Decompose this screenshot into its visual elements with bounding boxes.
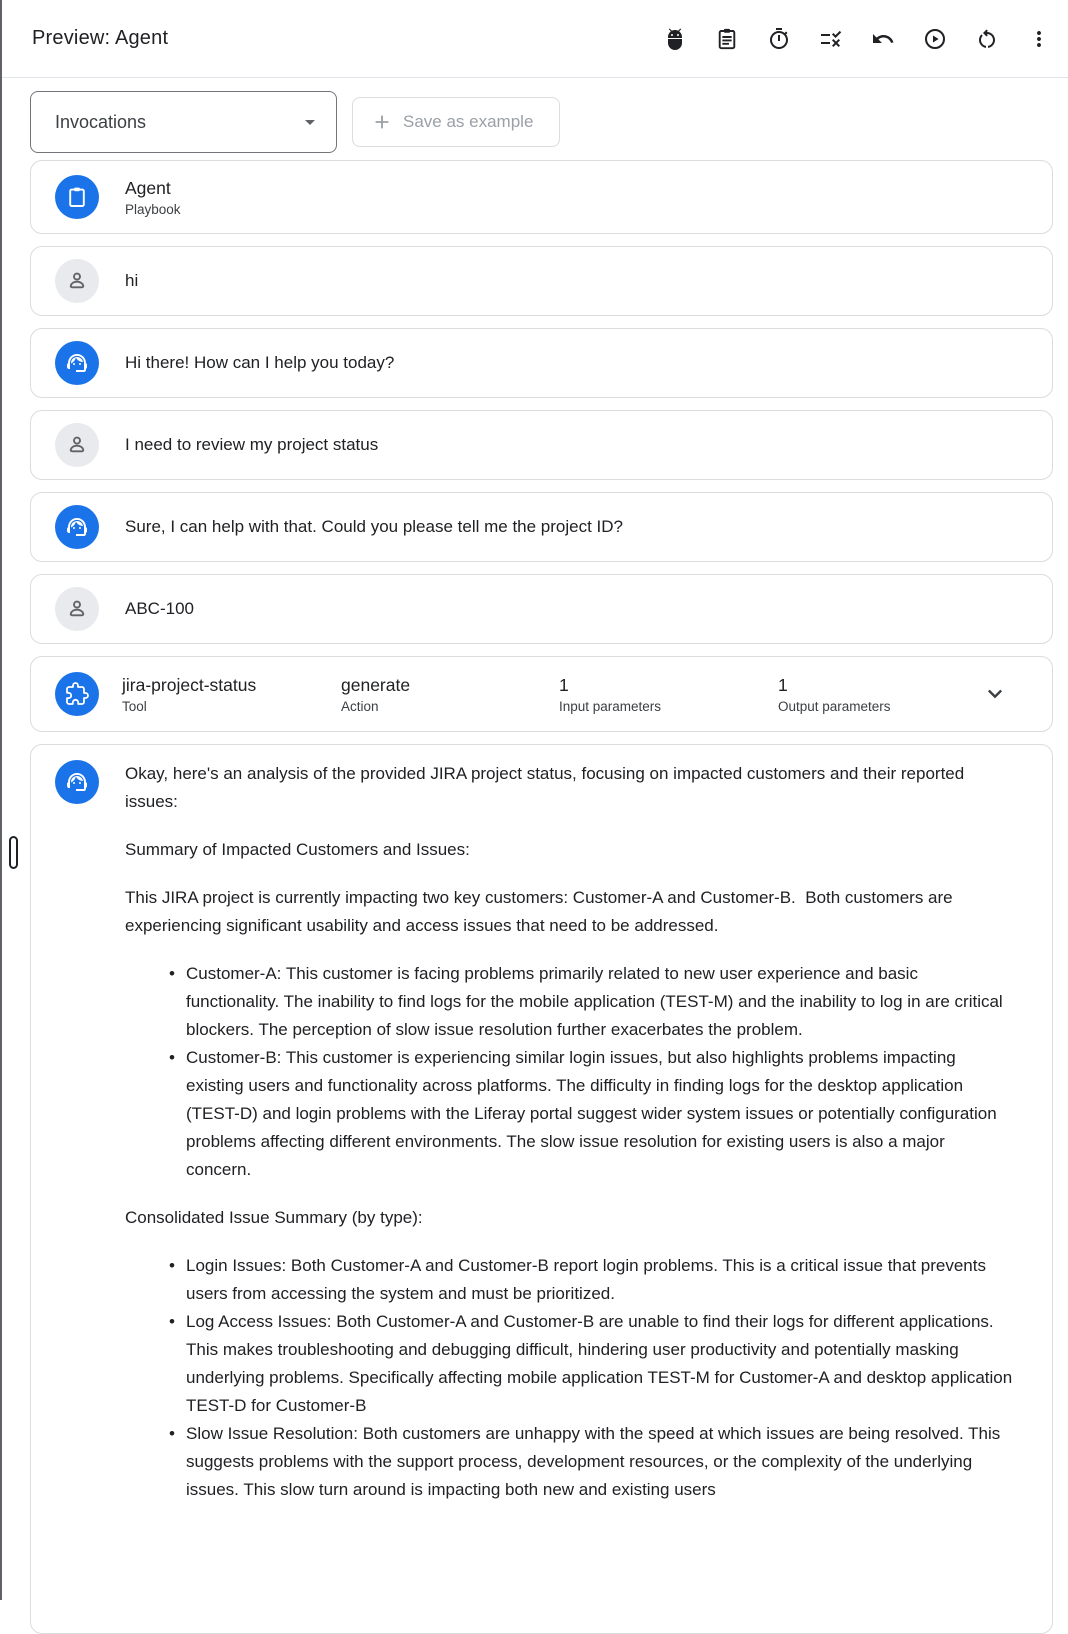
support-agent-icon xyxy=(65,351,89,375)
playbook-text xyxy=(125,178,181,217)
tool-input-column xyxy=(559,675,778,714)
tool-name: jira-project-status xyxy=(122,674,257,695)
tool-output-label: Output parameters xyxy=(778,698,891,714)
list-item: • Customer-A: This customer is facing problems primarily related to new user experience and basic functionality. The inability to find logs for the mobile application (TEST-M) and the inability to log in are critical blockers. The perception of slow issue resolution further exacerbates the problem. xyxy=(169,960,1014,1044)
android-debug-icon xyxy=(663,27,687,51)
restart-button[interactable] xyxy=(967,19,1006,58)
analysis-consolidated-heading: Consolidated Issue Summary (by type): xyxy=(125,1208,423,1227)
conversation-list xyxy=(30,160,1053,1634)
list-item: • Login Issues: Both Customer-A and Customer-B report login problems. This is a critical issue that prevents users from accessing the system and must be prioritized. xyxy=(169,1252,1014,1308)
android-debug-button[interactable] xyxy=(655,19,694,58)
agent-avatar xyxy=(55,505,99,549)
invocations-dropdown[interactable] xyxy=(30,91,337,153)
tool-input-label: Input parameters xyxy=(559,698,662,714)
play-button[interactable] xyxy=(915,19,954,58)
agent-avatar xyxy=(55,760,99,804)
message-text: Hi there! How can I help you today? xyxy=(125,353,395,372)
play-circle-icon xyxy=(923,27,947,51)
transcript-clipboard-icon xyxy=(715,27,739,51)
more-options-button[interactable] xyxy=(1019,19,1058,58)
extension-puzzle-icon xyxy=(65,682,89,706)
list-item: • Log Access Issues: Both Customer-A and Customer-B are unable to find their logs for different applications. This makes troubleshooting and debugging difficult, hindering user productivity and potentially masking underlying problems. Specifically affecting mobile application TEST-M for Customer-A and desktop application TEST-D for Customer-B xyxy=(169,1308,1014,1420)
user-message-card xyxy=(30,574,1053,644)
analysis-intro: Okay, here's an analysis of the provided JIRA project status, focusing on impacted customers and their reported issues: xyxy=(125,764,969,811)
user-avatar xyxy=(55,587,99,631)
dropdown-arrow-icon xyxy=(298,110,322,134)
support-agent-icon xyxy=(65,515,89,539)
save-as-example-label: Save as example xyxy=(403,112,534,131)
person-icon xyxy=(65,597,89,621)
toolbar-row xyxy=(30,91,1053,153)
preview-header xyxy=(2,0,1068,78)
user-message-card xyxy=(30,246,1053,316)
undo-button[interactable] xyxy=(863,19,902,58)
rule-checklist-button[interactable] xyxy=(811,19,850,58)
page-title: Preview: Agent xyxy=(32,27,169,49)
invocations-dropdown-value: Invocations xyxy=(55,111,147,132)
tool-name-column xyxy=(122,675,341,714)
tool-invocation-card xyxy=(30,656,1053,732)
restart-icon xyxy=(975,27,999,51)
message-text: Sure, I can help with that. Could you please tell me the project ID? xyxy=(125,517,623,536)
save-as-example-button[interactable] xyxy=(352,97,560,147)
user-avatar xyxy=(55,259,99,303)
tool-avatar xyxy=(55,672,99,716)
tool-action-label: Action xyxy=(341,698,379,714)
list-item: • Slow Issue Resolution: Both customers are unhappy with the speed at which issues are being resolved. This suggests problems with the support process, development resources, or the complexity of the underlying issues. This slow turn around is impacting both new and existing users xyxy=(169,1420,1014,1504)
user-message-card xyxy=(30,410,1053,480)
tool-expand-button[interactable] xyxy=(980,679,1010,709)
user-avatar xyxy=(55,423,99,467)
support-agent-icon xyxy=(65,770,89,794)
analysis-summary-heading: Summary of Impacted Customers and Issues: xyxy=(125,840,470,859)
timer-icon xyxy=(767,27,791,51)
agent-analysis-card xyxy=(30,744,1053,1634)
issue-bullet-list xyxy=(125,1252,1014,1504)
person-icon xyxy=(65,433,89,457)
playbook-subtitle: Playbook xyxy=(125,201,181,217)
playbook-title: Agent xyxy=(125,177,171,198)
chevron-down-icon xyxy=(981,680,1009,708)
undo-icon xyxy=(871,27,895,51)
agent-analysis-text xyxy=(125,760,1014,1524)
panel-resize-handle[interactable] xyxy=(9,836,18,869)
message-text: I need to review my project status xyxy=(125,435,379,454)
analysis-summary-text: This JIRA project is currently impacting two key customers: Customer-A and Customer-B. Both customers are experiencing significant usability and access issues that need to be addressed. xyxy=(125,888,958,935)
message-text: ABC-100 xyxy=(125,599,194,618)
plus-icon xyxy=(371,111,393,133)
message-text: hi xyxy=(125,271,139,290)
rule-checklist-icon xyxy=(819,27,843,51)
customer-bullet-list xyxy=(125,960,1014,1184)
timer-button[interactable] xyxy=(759,19,798,58)
list-item: • Customer-B: This customer is experiencing similar login issues, but also highlights problems impacting existing users and functionality across platforms. The difficulty in finding logs for the desktop application (TEST-D) and login problems with the Liferay portal suggest wider system issues or potentially configuration problems affecting different environments. The slow issue resolution for existing users is also a major concern. xyxy=(169,1044,1014,1184)
tool-action-column xyxy=(341,675,559,714)
tool-action: generate xyxy=(341,674,411,695)
transcript-button[interactable] xyxy=(707,19,746,58)
agent-message-card xyxy=(30,328,1053,398)
header-actions xyxy=(655,19,1058,58)
agent-avatar xyxy=(55,341,99,385)
more-options-icon xyxy=(1027,27,1051,51)
person-icon xyxy=(65,269,89,293)
playbook-card xyxy=(30,160,1053,234)
tool-output-count: 1 xyxy=(778,674,788,695)
tool-name-label: Tool xyxy=(122,698,147,714)
agent-message-card xyxy=(30,492,1053,562)
playbook-avatar xyxy=(55,175,99,219)
clipboard-icon xyxy=(65,185,89,209)
tool-output-column xyxy=(778,675,980,714)
tool-input-count: 1 xyxy=(559,674,569,695)
